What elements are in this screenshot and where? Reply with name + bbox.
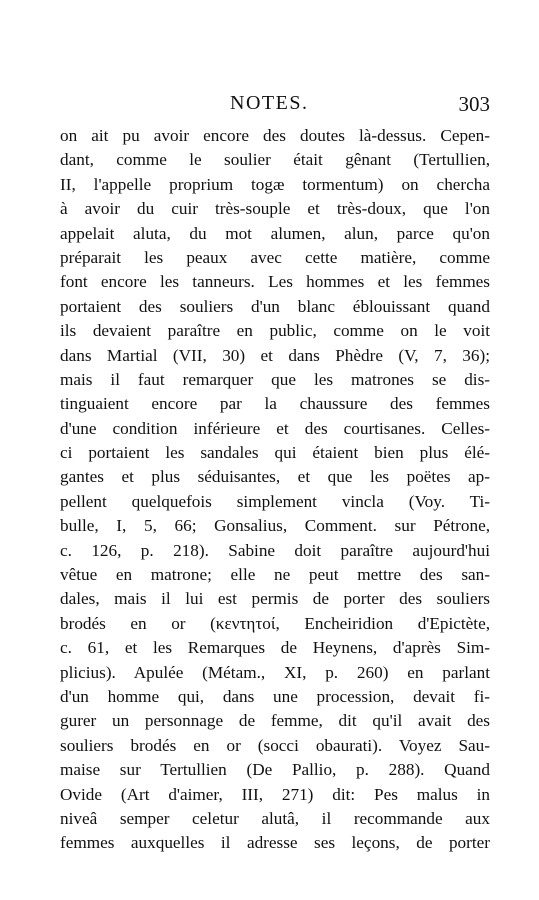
text-line: appelait aluta, du mot alumen, alun, parce qu'on <box>60 223 490 243</box>
text-line: maise sur Tertullien (De Pallio, p. 288). Quand <box>60 760 490 780</box>
running-title: NOTES. <box>230 92 309 114</box>
text-line: niveâ semper celetur alutâ, il recommande aux <box>60 808 490 828</box>
text-line: dant, comme le soulier était gênant (Tertullien, <box>60 150 490 170</box>
text-line: femmes auxquelles il adresse ses leçons, de porter <box>60 833 490 853</box>
text-line: vêtue en matrone; elle ne peut mettre des san- <box>60 565 490 585</box>
body-text <box>60 124 490 856</box>
text-line: dales, mais il lui est permis de porter des souliers <box>60 589 490 609</box>
text-line: d'une condition inférieure et des courtisanes. Celles- <box>60 418 490 438</box>
text-line: bulle, I, 5, 66; Gonsalius, Comment. sur Pétrone, <box>60 516 490 536</box>
text-line: Ovide (Art d'aimer, III, 271) dit: Pes malus in <box>60 784 490 804</box>
page-header <box>60 92 490 122</box>
text-line: souliers brodés en or (socci obaurati). Voyez Sau- <box>60 735 490 755</box>
text-line: font encore les tanneurs. Les hommes et les femmes <box>60 272 490 292</box>
text-line: mais il faut remarquer que les matrones se dis- <box>60 369 490 389</box>
text-line: d'un homme qui, dans une procession, devait fi- <box>60 686 490 706</box>
text-line: pellent quelquefois simplement vincla (Voy. Ti- <box>60 491 490 511</box>
text-line: c. 126, p. 218). Sabine doit paraître aujourd'hui <box>60 540 490 560</box>
text-line: on ait pu avoir encore des doutes là-dessus. Cepen- <box>60 126 490 145</box>
text-line: brodés en or (κεντητοί, Encheiridion d'Epictète, <box>60 613 490 633</box>
text-line: c. 61, et les Remarques de Heynens, d'après Sim- <box>60 638 490 658</box>
text-line: tinguaient encore par la chaussure des femmes <box>60 394 490 414</box>
text-line: dans Martial (VII, 30) et dans Phèdre (V, 7, 36); <box>60 345 490 365</box>
text-line: gurer un personnage de femme, dit qu'il avait des <box>60 711 490 731</box>
text-line: gantes et plus séduisantes, et que les poëtes ap- <box>60 467 490 487</box>
text-line: préparait les peaux avec cette matière, comme <box>60 247 490 267</box>
page-number: 303 <box>458 92 490 116</box>
text-line: ils devaient paraître en public, comme on le voit <box>60 321 490 341</box>
text-line: portaient des souliers d'un blanc éblouissant quand <box>60 296 490 316</box>
text-line: II, l'appelle proprium togæ tormentum) on chercha <box>60 174 490 194</box>
text-line: plicius). Apulée (Métam., XI, p. 260) en parlant <box>60 662 490 682</box>
text-line: ci portaient les sandales qui étaient bien plus élé- <box>60 443 490 463</box>
text-line: à avoir du cuir très-souple et très-doux, que l'on <box>60 199 490 219</box>
